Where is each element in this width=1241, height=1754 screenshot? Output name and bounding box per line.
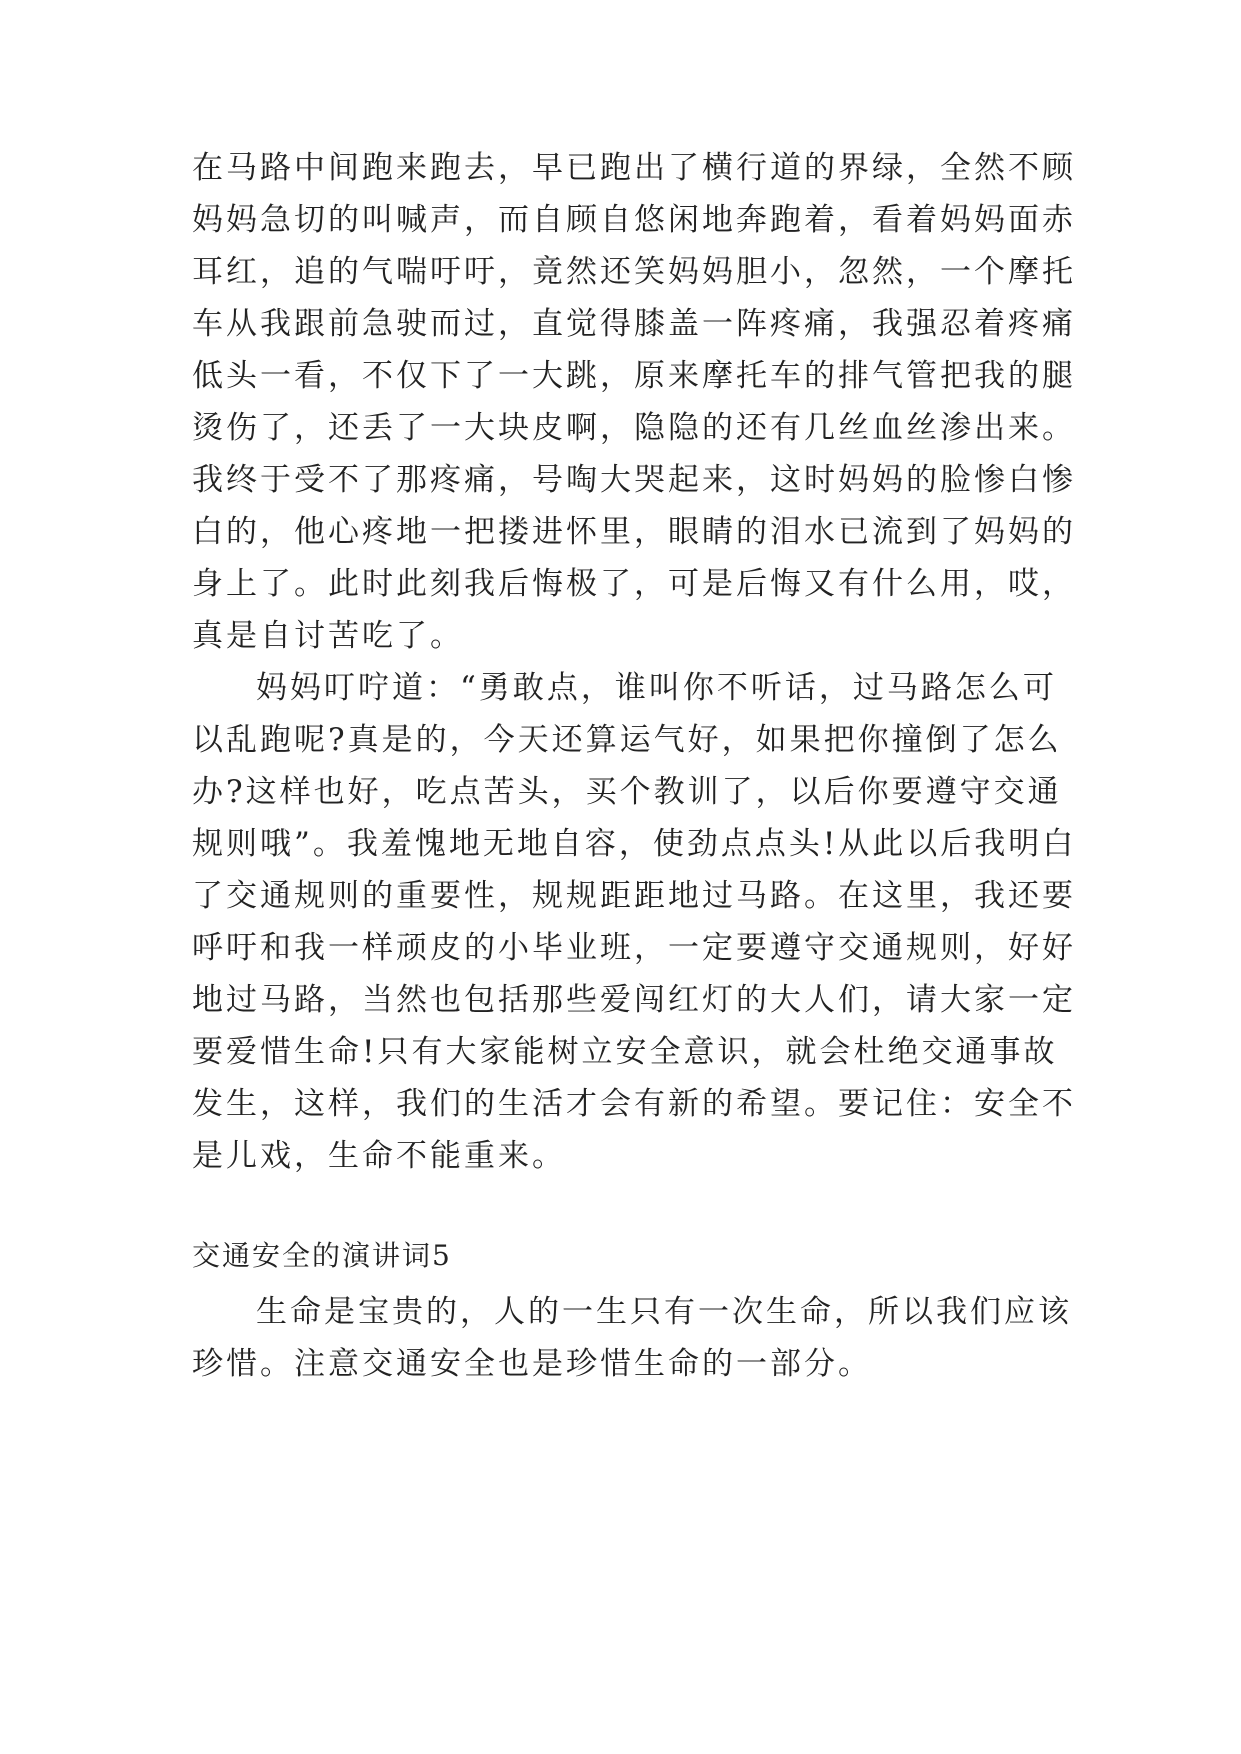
text-line: 真是自讨苦吃了。	[192, 618, 464, 654]
text-line: 是儿戏，生命不能重来。	[192, 1138, 566, 1174]
text-line: 我终于受不了那疼痛，号啕大哭起来，这时妈妈的脸惨白惨	[192, 462, 1076, 498]
text-line: 烫伤了，还丢了一大块皮啊，隐隐的还有几丝血丝渗出来。	[192, 410, 1076, 446]
text-line: 要爱惜生命!只有大家能树立安全意识，就会杜绝交通事故	[192, 1034, 1058, 1070]
text-line: 呼吁和我一样顽皮的小毕业班，一定要遵守交通规则，好好	[192, 930, 1076, 966]
text-line: 规则哦”。我羞愧地无地自容，使劲点点头!从此以后我明白	[192, 826, 1077, 862]
text-line: 珍惜。注意交通安全也是珍惜生命的一部分。	[192, 1346, 872, 1382]
text-line: 发生，这样，我们的生活才会有新的希望。要记住：安全不	[192, 1086, 1076, 1122]
text-line: 以乱跑呢?真是的，今天还算运气好，如果把你撞倒了怎么	[192, 722, 1062, 758]
text-line: 身上了。此时此刻我后悔极了，可是后悔又有什么用，哎，	[192, 566, 1076, 602]
text-line: 车从我跟前急驶而过，直觉得膝盖一阵疼痛，我强忍着疼痛	[192, 306, 1076, 342]
text-line: 妈妈叮咛道：“勇敢点，谁叫你不听话，过马路怎么可	[256, 670, 1057, 706]
text-line: 办?这样也好，吃点苦头，买个教训了，以后你要遵守交通	[192, 774, 1062, 810]
text-line: 低头一看，不仅下了一大跳，原来摩托车的排气管把我的腿	[192, 358, 1076, 394]
text-line: 妈妈急切的叫喊声，而自顾自悠闲地奔跑着，看着妈妈面赤	[192, 202, 1076, 238]
text-line: 耳红，追的气喘吁吁，竟然还笑妈妈胆小，忽然，一个摩托	[192, 254, 1076, 290]
text-line: 地过马路，当然也包括那些爱闯红灯的大人们，请大家一定	[192, 982, 1076, 1018]
text-line: 白的，他心疼地一把搂进怀里，眼睛的泪水已流到了妈妈的	[192, 514, 1076, 550]
text-line: 生命是宝贵的，人的一生只有一次生命，所以我们应该	[256, 1294, 1072, 1330]
text-line: 在马路中间跑来跑去，早已跑出了横行道的界绿，全然不顾	[192, 150, 1076, 186]
section-heading: 交通安全的演讲词5	[192, 1239, 452, 1272]
text-line: 了交通规则的重要性，规规距距地过马路。在这里，我还要	[192, 878, 1076, 914]
